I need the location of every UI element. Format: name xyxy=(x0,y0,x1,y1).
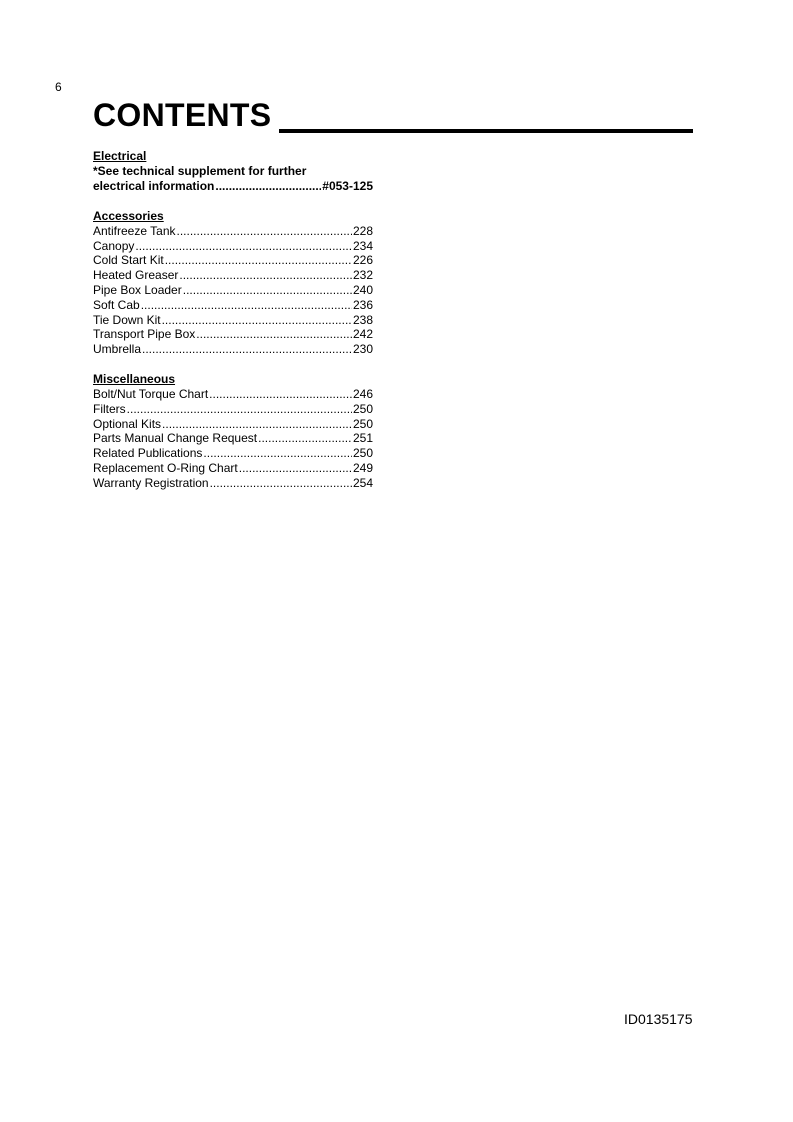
leader-dots xyxy=(165,253,352,268)
toc-entry-label: Transport Pipe Box xyxy=(93,327,196,342)
toc-entry[interactable] xyxy=(93,268,373,283)
leader-dots xyxy=(258,431,352,446)
toc-entry[interactable] xyxy=(93,446,373,461)
toc-entry[interactable] xyxy=(93,224,373,239)
toc-entry-page: 234 xyxy=(352,238,373,253)
toc-entry[interactable] xyxy=(93,298,373,313)
toc-entry[interactable] xyxy=(93,283,373,298)
toc-entry-page: 254 xyxy=(352,475,373,490)
leader-dots xyxy=(203,446,352,461)
toc-entry-label: Bolt/Nut Torque Chart xyxy=(93,386,209,401)
leader-dots xyxy=(209,387,352,402)
leader-dots xyxy=(141,298,352,313)
section-electrical xyxy=(93,149,373,194)
toc-entry-label: Canopy xyxy=(93,238,135,253)
leader-dots xyxy=(177,224,352,239)
leader-dots xyxy=(183,283,352,298)
toc-entry-page: 246 xyxy=(352,386,373,401)
toc-entry-page: 230 xyxy=(352,342,373,357)
leader-dots xyxy=(135,239,352,254)
table-of-contents xyxy=(93,149,373,506)
leader-dots xyxy=(239,461,352,476)
toc-entry-page: 249 xyxy=(352,460,373,475)
toc-entry-label: Optional Kits xyxy=(93,416,162,431)
leader-dots xyxy=(196,327,352,342)
toc-entry-page: 226 xyxy=(352,253,373,268)
toc-entry-label: Warranty Registration xyxy=(93,475,209,490)
toc-entry-label: Antifreeze Tank xyxy=(93,223,176,238)
toc-entry-page: 232 xyxy=(352,268,373,283)
toc-entry-label: Pipe Box Loader xyxy=(93,282,182,297)
toc-entry-page: 228 xyxy=(352,223,373,238)
toc-entry[interactable] xyxy=(93,313,373,328)
page-number: 6 xyxy=(55,80,62,94)
leader-dots xyxy=(162,417,352,432)
section-miscellaneous xyxy=(93,372,373,491)
section-accessories xyxy=(93,209,373,357)
toc-entry-label: Filters xyxy=(93,401,126,416)
leader-dots xyxy=(179,268,352,283)
toc-entry[interactable] xyxy=(93,461,373,476)
electrical-note: *See technical supplement for further xyxy=(93,164,307,178)
toc-entry[interactable] xyxy=(93,239,373,254)
leader-dots xyxy=(210,476,352,491)
toc-entry-page: 240 xyxy=(352,282,373,297)
miscellaneous-list xyxy=(93,387,373,491)
toc-entry-label: Replacement O-Ring Chart xyxy=(93,460,238,475)
leader-dots xyxy=(127,402,352,417)
toc-entry-page: 238 xyxy=(352,312,373,327)
page-title: CONTENTS xyxy=(93,97,272,133)
section-heading-accessories: Accessories xyxy=(93,208,164,223)
toc-entry-reference: #053-125 xyxy=(322,179,373,193)
toc-entry-label: Cold Start Kit xyxy=(93,253,164,268)
document-id: ID0135175 xyxy=(624,1011,693,1027)
toc-entry-label: Umbrella xyxy=(93,342,142,357)
toc-entry[interactable] xyxy=(93,342,373,357)
section-heading-electrical: Electrical xyxy=(93,149,147,163)
toc-entry-page: 242 xyxy=(352,327,373,342)
toc-entry[interactable] xyxy=(93,387,373,402)
leader-dots xyxy=(162,313,352,328)
toc-entry[interactable] xyxy=(93,402,373,417)
toc-entry-label: electrical information xyxy=(93,179,215,193)
accessories-list xyxy=(93,224,373,357)
section-heading-miscellaneous: Miscellaneous xyxy=(93,371,176,386)
toc-entry-label: Parts Manual Change Request xyxy=(93,431,258,446)
toc-entry[interactable] xyxy=(93,431,373,446)
toc-entry[interactable] xyxy=(93,327,373,342)
leader-dots xyxy=(142,342,352,357)
toc-entry-label: Soft Cab xyxy=(93,297,140,312)
toc-entry-electrical-information[interactable] xyxy=(93,179,373,194)
toc-entry-page: 236 xyxy=(352,297,373,312)
toc-entry-page: 250 xyxy=(352,416,373,431)
toc-entry[interactable] xyxy=(93,476,373,491)
toc-entry-page: 250 xyxy=(352,446,373,461)
toc-entry-label: Heated Greaser xyxy=(93,268,179,283)
toc-entry-label: Related Publications xyxy=(93,446,203,461)
toc-entry[interactable] xyxy=(93,253,373,268)
toc-entry-page: 250 xyxy=(352,401,373,416)
toc-entry[interactable] xyxy=(93,417,373,432)
toc-entry-page: 251 xyxy=(352,431,373,446)
title-rule xyxy=(279,129,693,133)
leader-dots xyxy=(215,179,321,194)
toc-entry-label: Tie Down Kit xyxy=(93,312,161,327)
page-header xyxy=(93,96,693,136)
